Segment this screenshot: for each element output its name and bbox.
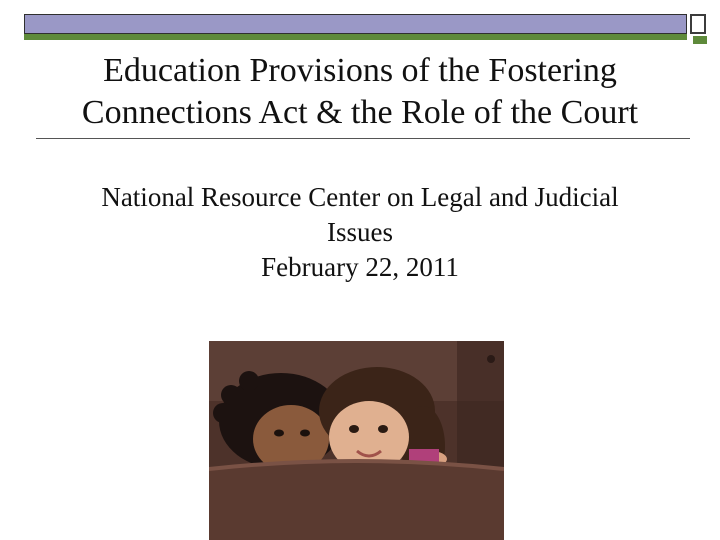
photo-illustration bbox=[209, 341, 504, 540]
slide-title bbox=[20, 50, 700, 134]
seat-back-front bbox=[209, 461, 504, 540]
left-child-braid-2 bbox=[221, 385, 241, 405]
header-accent-strip bbox=[24, 34, 687, 40]
left-child-eye-left bbox=[274, 430, 284, 437]
seat-button bbox=[487, 355, 495, 363]
corner-square-decoration bbox=[690, 14, 706, 34]
left-child-braid-3 bbox=[239, 371, 259, 391]
header-bar bbox=[24, 14, 687, 34]
right-child-eye-left bbox=[349, 425, 359, 433]
photo-two-children bbox=[209, 341, 504, 540]
left-child-braid-1 bbox=[213, 403, 233, 423]
title-line-1: Education Provisions of the Fostering bbox=[103, 52, 617, 89]
slide-subtitle bbox=[30, 180, 690, 285]
left-child-eye-right bbox=[300, 430, 310, 437]
title-underline bbox=[36, 138, 690, 139]
presentation-date: February 22, 2011 bbox=[261, 252, 459, 282]
subtitle-line-1: National Resource Center on Legal and Judicial bbox=[101, 182, 619, 212]
subtitle-line-2: Issues bbox=[327, 217, 393, 247]
title-line-2: Connections Act & the Role of the Court bbox=[81, 94, 639, 131]
right-child-eye-right bbox=[378, 425, 388, 433]
